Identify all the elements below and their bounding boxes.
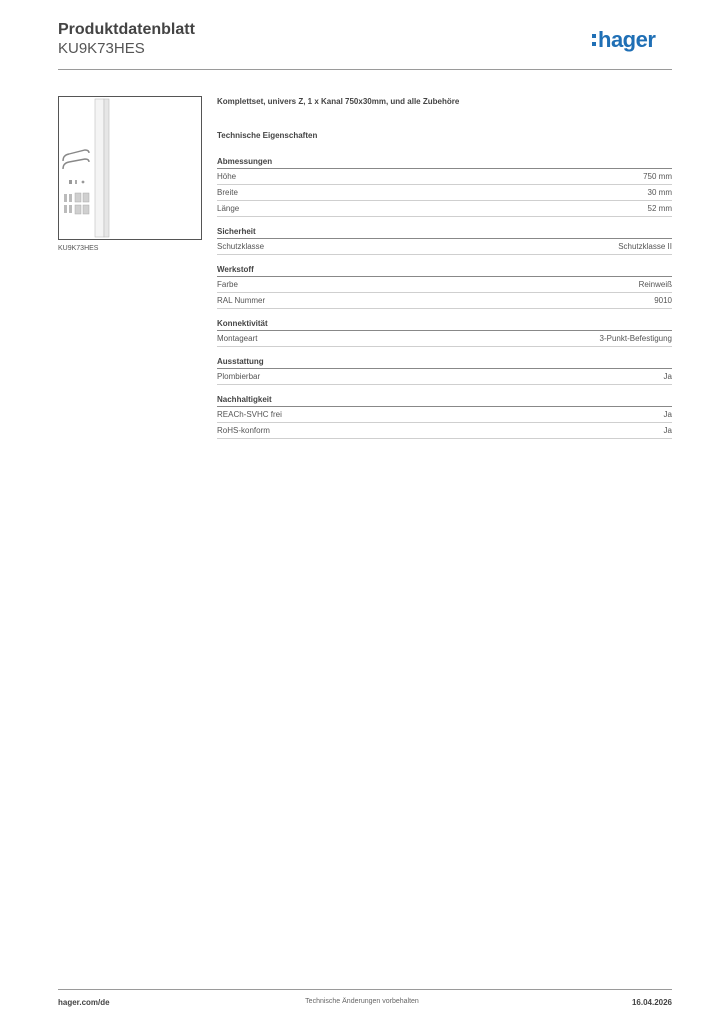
spec-value: 52 mm (647, 204, 672, 213)
spec-value: Ja (663, 426, 672, 435)
spec-label: Schutzklasse (217, 242, 265, 251)
product-description: Komplettset, univers Z, 1 x Kanal 750x30mm, und alle Zubehöre (217, 97, 460, 106)
spec-value: 3-Punkt-Befestigung (599, 334, 672, 343)
spec-label: RoHS-konform (217, 426, 270, 435)
spec-group-title: Nachhaltigkeit (217, 394, 672, 407)
spec-label: Breite (217, 188, 238, 197)
spec-value: Schutzklasse II (618, 242, 672, 251)
spec-row (217, 423, 672, 439)
spec-row (217, 407, 672, 423)
spec-group-abmessungen (217, 156, 672, 217)
spec-label: REACh-SVHC frei (217, 410, 282, 419)
spec-label: Farbe (217, 280, 238, 289)
spec-group-werkstoff (217, 264, 672, 309)
spec-group-title: Konnektivität (217, 318, 672, 331)
spec-value: Ja (663, 410, 672, 419)
section-heading: Technische Eigenschaften (217, 131, 318, 140)
spec-label: Plombierbar (217, 372, 261, 381)
footer-website-link[interactable]: hager.com/de (58, 998, 110, 1007)
spec-row (217, 369, 672, 385)
spec-group-title: Ausstattung (217, 356, 672, 369)
product-image (58, 96, 202, 240)
article-number: KU9K73HES (58, 40, 145, 57)
spec-group-konnektivitaet (217, 318, 672, 347)
spec-row (217, 201, 672, 217)
product-image-icon (59, 97, 201, 239)
spec-row (217, 185, 672, 201)
image-caption: KU9K73HES (58, 245, 99, 252)
spec-group-title: Sicherheit (217, 226, 672, 239)
footer-notice: Technische Änderungen vorbehalten (305, 998, 419, 1005)
footer-date: 16.04.2026 (631, 998, 672, 1007)
footer-divider (58, 989, 672, 990)
spec-row (217, 239, 672, 255)
hager-logo-icon (591, 24, 677, 58)
spec-label: RAL Nummer (217, 296, 266, 305)
page-title: Produktdatenblatt (58, 21, 195, 38)
spec-group-ausstattung (217, 356, 672, 385)
spec-value: 9010 (654, 296, 672, 305)
spec-value: Reinweiß (638, 280, 672, 289)
spec-label: Höhe (217, 172, 237, 181)
spec-row (217, 169, 672, 185)
spec-group-title: Abmessungen (217, 156, 672, 169)
spec-group-nachhaltigkeit (217, 394, 672, 439)
spec-value: 30 mm (647, 188, 672, 197)
logo-text: hager (598, 27, 656, 52)
specs-table (217, 156, 672, 448)
spec-label: Montageart (217, 334, 258, 343)
spec-label: Länge (217, 204, 240, 213)
spec-value: Ja (663, 372, 672, 381)
spec-row (217, 277, 672, 293)
spec-value: 750 mm (643, 172, 672, 181)
spec-row (217, 293, 672, 309)
spec-group-sicherheit (217, 226, 672, 255)
spec-row (217, 331, 672, 347)
header-divider (58, 69, 672, 70)
spec-group-title: Werkstoff (217, 264, 672, 277)
